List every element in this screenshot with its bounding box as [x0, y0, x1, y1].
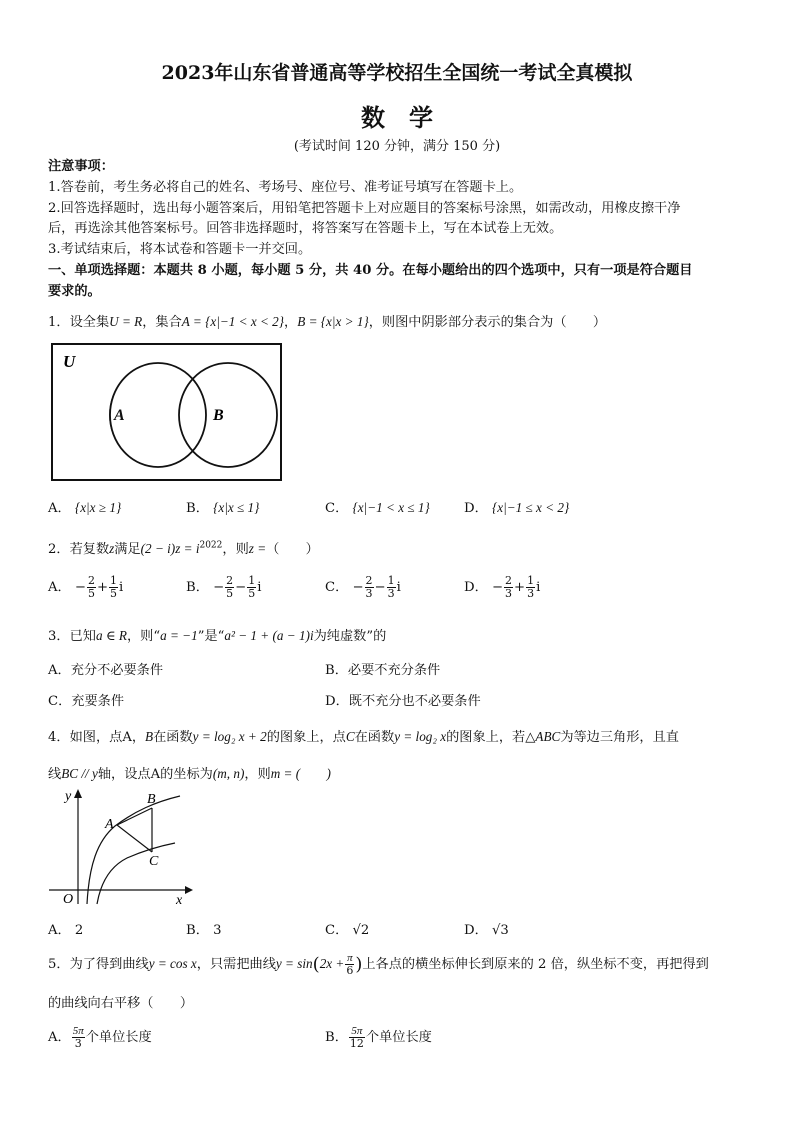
- graph-label-c: C: [149, 854, 159, 869]
- q2-mid: 满足: [114, 542, 141, 557]
- q2-pre: 2．若复数: [48, 542, 110, 557]
- q1-option-a-label: A．: [48, 501, 71, 516]
- q1-option-a: [48, 497, 121, 516]
- q4-point-a: A: [122, 730, 132, 745]
- q3-pre: 3．已知: [48, 629, 96, 644]
- q4-point-b: B: [145, 729, 154, 744]
- graph-label-o: O: [63, 892, 74, 907]
- q4-pre: 4．如图，点: [48, 730, 123, 745]
- notice-heading: 注意事项：: [48, 159, 114, 174]
- question-3-stem: [48, 625, 386, 644]
- q5-source-arg: 2x +: [319, 956, 345, 971]
- q2-post: ，则: [222, 542, 249, 557]
- q5-paren-close: ): [355, 954, 363, 975]
- q1-universal-set: U = R: [109, 314, 143, 329]
- graph-label-y: y: [65, 789, 72, 804]
- q1-option-d-label: D．: [464, 501, 488, 516]
- question-2-stem: [48, 538, 319, 557]
- q2-option-b-op: −: [235, 580, 247, 595]
- x-axis-arrow: [185, 886, 193, 894]
- q3-condition: a ∈ R: [95, 628, 127, 643]
- q3-option-a: [48, 659, 163, 678]
- exam-title: 2023年山东省普通高等学校招生全国统一考试全真模拟: [161, 62, 633, 84]
- q4-line2-mid2: 的坐标为: [160, 767, 213, 782]
- q2-option-d-label: D．: [464, 580, 488, 595]
- q2-option-d: [464, 575, 540, 600]
- q2-option-c-frac2: $\frac{1}{3}$: [387, 574, 395, 600]
- q3-mid: ，则“: [126, 629, 161, 644]
- q3-option-c-label: C．: [48, 694, 72, 709]
- question-5-stem: [48, 952, 709, 977]
- notice-item-3: 3.考试结束后，将本试卷和答题卡一并交回。: [48, 242, 312, 257]
- q4-function-1: y = log₂ x + 2: [192, 729, 267, 744]
- q5-option-b-frac: $\frac{5\pi}{12}$: [349, 1025, 364, 1050]
- q4-coordinates: (m, n): [212, 766, 245, 781]
- set-b-circle: [179, 363, 277, 467]
- q3-option-d-text: 既不充分也不必要条件: [348, 694, 481, 709]
- q2-option-d-i: i: [536, 580, 541, 595]
- q2-option-b: [186, 575, 261, 600]
- q1-option-d: [464, 497, 569, 516]
- q4-mid3: 在函数: [354, 730, 395, 745]
- q5-paren-open: (: [312, 954, 320, 975]
- q3-option-d-label: D．: [325, 694, 349, 709]
- q2-option-b-frac2: $\frac{1}{5}$: [248, 574, 256, 600]
- section-heading-cont: 要求的。: [48, 284, 101, 299]
- q1-set-b: B = {x|x > 1}: [297, 314, 369, 329]
- q2-option-b-sign: −: [213, 580, 225, 595]
- curve-lower: [97, 843, 175, 904]
- q1-set-a: A = {x|−1 < x < 2}: [181, 314, 285, 329]
- notice-item-2-cont: 后，再选涂其他答案标号。回答非选择题时，将答案写在答题卡上，写在本试卷上无效。: [48, 221, 563, 236]
- q1-option-a-text: {x|x ≥ 1}: [74, 500, 122, 515]
- q1-option-c-text: {x|−1 < x ≤ 1}: [352, 500, 430, 515]
- q4-point-c: C: [345, 729, 355, 744]
- q2-option-c-label: C．: [325, 580, 349, 595]
- q2-option-a-frac1: $\frac{2}{5}$: [87, 574, 95, 600]
- q5-option-a-text: 个单位长度: [85, 1030, 152, 1045]
- q4-mid4: 的图象上，若: [446, 730, 526, 745]
- q3-statement-q: a² − 1 + (a − 1)i: [224, 628, 314, 643]
- q4-option-c-text: √2: [352, 923, 370, 938]
- q5-source-fn: y = sin: [275, 956, 313, 971]
- q1-option-c-label: C．: [325, 501, 349, 516]
- q5-post: 上各点的横坐标伸长到原来的 2 倍，纵坐标不变，再把得到: [362, 957, 709, 972]
- q3-option-c-text: 充要条件: [71, 694, 125, 709]
- q2-option-a-sign: −: [74, 580, 86, 595]
- q4-option-d-text: √3: [491, 923, 509, 938]
- q2-equation: (2 − i)z = i: [140, 541, 200, 556]
- q2-exponent: 2022: [199, 540, 223, 551]
- q2-z: z: [109, 541, 115, 556]
- q1-option-b-text: {x|x ≤ 1}: [213, 500, 260, 515]
- graph-label-x: x: [176, 893, 183, 908]
- q4-m-eq: m = ( ): [270, 766, 331, 781]
- q2-option-a-label: A．: [48, 580, 71, 595]
- q3-mid2: ”是“: [197, 629, 225, 644]
- q3-option-c: [48, 690, 124, 709]
- log-function-graph: [45, 786, 195, 908]
- graph-label-a: A: [105, 817, 114, 832]
- q4-post: 为等边三角形，且直: [560, 730, 679, 745]
- q4-function-2: y = log₂ x: [394, 729, 447, 744]
- q5-option-a: [48, 1025, 152, 1050]
- q2-option-c: [325, 575, 401, 600]
- segment-ab: [117, 808, 152, 825]
- notice-item-1: 1.答卷前，考生务必将自己的姓名、考场号、座位号、准考证号填写在答题卡上。: [48, 180, 523, 195]
- q2-tail: （ ）: [266, 542, 319, 557]
- q4-option-b-label: B．: [186, 923, 209, 938]
- y-axis-arrow: [74, 789, 82, 798]
- venn-label-a: A: [114, 407, 125, 424]
- q1-mid: ，集合: [142, 315, 182, 330]
- q4-option-b: [186, 919, 221, 938]
- q4-option-c: [325, 919, 369, 938]
- q2-option-d-sign: −: [491, 580, 504, 595]
- q4-option-a: [48, 919, 83, 938]
- q4-option-d: [464, 919, 509, 938]
- q2-option-c-sign: −: [352, 580, 364, 595]
- q4-mid: 在函数: [153, 730, 193, 745]
- q4-sep: ，: [131, 730, 146, 745]
- q3-option-b-label: B．: [325, 663, 348, 678]
- question-4-stem: [48, 726, 679, 745]
- q3-option-a-label: A．: [48, 663, 71, 678]
- q2-z-eq: z =: [248, 541, 267, 556]
- q4-option-b-text: 3: [213, 923, 222, 938]
- subject-title: 数学: [361, 103, 457, 132]
- q3-post: 为纯虚数”的: [313, 629, 387, 644]
- q2-option-c-i: i: [396, 580, 401, 595]
- q5-option-b: [325, 1025, 432, 1050]
- question-1-stem: [48, 311, 606, 330]
- q1-comma: ，: [284, 315, 298, 330]
- q5-mid: ，只需把曲线: [196, 957, 276, 972]
- q4-option-d-label: D．: [464, 923, 488, 938]
- q4-mid2: 的图象上，点: [266, 730, 346, 745]
- q3-option-a-text: 充分不必要条件: [70, 663, 164, 678]
- graph-label-b: B: [147, 792, 156, 807]
- segment-ac: [117, 825, 152, 852]
- q2-option-a: [48, 575, 123, 600]
- q2-option-d-frac2: $\frac{1}{3}$: [527, 574, 535, 600]
- time-info: (考试时间 120 分钟，满分 150 分): [293, 139, 501, 154]
- q1-option-d-text: {x|−1 ≤ x < 2}: [491, 500, 570, 515]
- q4-line2-mid: 轴，设点: [97, 767, 151, 782]
- q2-option-d-op: +: [514, 580, 526, 595]
- q5-pi-over-6: $\frac{\pi}{6}$: [346, 952, 354, 977]
- q2-option-b-frac1: $\frac{2}{5}$: [226, 574, 234, 600]
- q2-option-d-frac1: $\frac{2}{3}$: [505, 574, 513, 600]
- q2-option-a-frac2: $\frac{1}{5}$: [110, 574, 118, 600]
- q2-option-a-op: +: [96, 580, 109, 595]
- notice-item-2: 2.回答选择题时，选出每小题答案后，用铅笔把答题卡上对应题目的答案标号涂黑，如需改动，用橡皮擦干净: [48, 201, 681, 216]
- q1-option-b-label: B．: [186, 501, 209, 516]
- venn-diagram: [50, 342, 284, 484]
- q5-option-a-frac: $\frac{5\pi}{3}$: [72, 1025, 84, 1050]
- q5-option-b-text: 个单位长度: [365, 1030, 432, 1045]
- q1-pre: 1．设全集: [48, 315, 110, 330]
- q3-option-b: [325, 659, 440, 678]
- q2-option-a-i: i: [119, 580, 124, 595]
- q5-target-curve: y = cos x: [148, 956, 197, 971]
- q5-option-a-label: A．: [48, 1030, 71, 1045]
- q5-pre: 5．为了得到曲线: [48, 957, 149, 972]
- q5-option-b-label: B．: [325, 1030, 348, 1045]
- q4-line2-mid3: ，则: [244, 767, 271, 782]
- q4-option-c-label: C．: [325, 923, 349, 938]
- q2-option-b-label: B．: [186, 580, 209, 595]
- q3-option-b-text: 必要不充分条件: [347, 663, 441, 678]
- question-5-stem-cont: 的曲线向右平移（ ）: [48, 996, 194, 1011]
- q2-option-b-i: i: [257, 580, 262, 595]
- q4-option-a-text: 2: [74, 923, 84, 938]
- q4-line2-pre: 线: [48, 767, 62, 782]
- q3-statement-p: a = −1: [160, 628, 198, 643]
- q1-option-b: [186, 497, 259, 516]
- q2-option-c-op: −: [374, 580, 386, 595]
- question-4-stem-cont: [48, 763, 331, 782]
- q3-option-d: [325, 690, 481, 709]
- q2-option-c-frac1: $\frac{2}{3}$: [365, 574, 373, 600]
- venn-label-u: U: [63, 352, 76, 371]
- q4-line2-point-a: A: [150, 767, 161, 782]
- section-heading: 一、单项选择题：本题共 8 小题，每小题 5 分，共 40 分。在每小题给出的四个选项中，只有一项是符合题目: [48, 263, 693, 278]
- q1-post: ，则图中阴影部分表示的集合为（ ）: [368, 315, 607, 330]
- q4-option-a-label: A．: [48, 923, 71, 938]
- q4-triangle: △ABC: [525, 729, 561, 744]
- venn-label-b: B: [213, 407, 224, 424]
- q1-option-c: [325, 497, 430, 516]
- q4-parallel: BC // y: [61, 766, 98, 781]
